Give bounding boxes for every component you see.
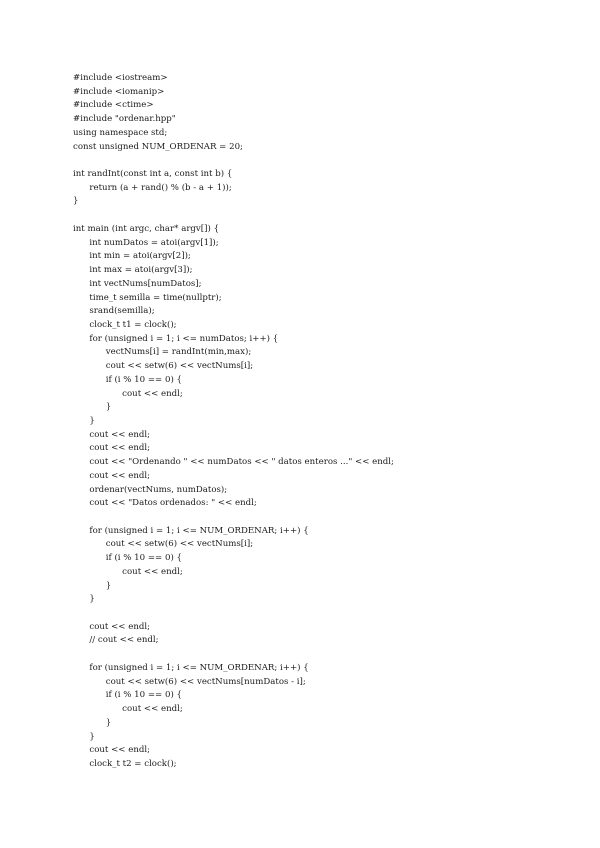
- code-line: cout << setw(6) << vectNums[i];: [73, 539, 254, 550]
- code-line: #include "ordenar.hpp": [73, 114, 176, 125]
- code-line: cout << endl;: [73, 443, 150, 454]
- code-line: return (a + rand() % (b - a + 1));: [73, 182, 232, 193]
- code-line: cout << endl;: [73, 388, 183, 399]
- code-line: #include <iomanip>: [73, 86, 165, 97]
- code-line: cout << endl;: [73, 470, 150, 481]
- code-line: clock_t t1 = clock();: [73, 319, 177, 330]
- code-line: const unsigned NUM_ORDENAR = 20;: [73, 141, 243, 152]
- code-line: using namespace std;: [73, 127, 168, 138]
- code-line: int randInt(const int a, const int b) {: [73, 169, 233, 180]
- code-line: ordenar(vectNums, numDatos);: [73, 484, 228, 495]
- code-line: for (unsigned i = 1; i <= NUM_ORDENAR; i++) {: [73, 662, 309, 673]
- code-listing: [73, 72, 394, 772]
- code-line: cout << endl;: [73, 745, 150, 756]
- code-line: }: [73, 402, 112, 413]
- code-line: [73, 648, 394, 662]
- code-line: vectNums[i] = randInt(min,max);: [73, 347, 252, 358]
- code-line: cout << setw(6) << vectNums[numDatos - i];: [73, 676, 306, 687]
- code-line: [73, 511, 394, 525]
- code-line: }: [73, 196, 79, 207]
- code-line: // cout << endl;: [73, 635, 159, 646]
- code-line: if (i % 10 == 0) {: [73, 553, 182, 564]
- code-line: time_t semilla = time(nullptr);: [73, 292, 222, 303]
- code-line: cout << setw(6) << vectNums[i];: [73, 361, 254, 372]
- code-line: }: [73, 594, 95, 605]
- code-line: if (i % 10 == 0) {: [73, 374, 182, 385]
- code-line: cout << endl;: [73, 621, 150, 632]
- code-line: #include <ctime>: [73, 100, 154, 111]
- code-line: if (i % 10 == 0) {: [73, 690, 182, 701]
- code-line: cout << "Datos ordenados: " << endl;: [73, 498, 257, 509]
- code-line: srand(semilla);: [73, 306, 155, 317]
- code-line: cout << endl;: [73, 566, 183, 577]
- code-line: cout << endl;: [73, 429, 150, 440]
- code-line: int vectNums[numDatos];: [73, 278, 202, 289]
- code-line: for (unsigned i = 1; i <= numDatos; i++) {: [73, 333, 279, 344]
- code-line: for (unsigned i = 1; i <= NUM_ORDENAR; i++) {: [73, 525, 309, 536]
- code-line: }: [73, 717, 112, 728]
- code-line: [73, 209, 394, 223]
- code-line: #include <iostream>: [73, 73, 168, 83]
- code-line: }: [73, 415, 95, 426]
- code-line: cout << "Ordenando " << numDatos << " datos enteros ..." << endl;: [73, 457, 394, 468]
- code-line: cout << endl;: [73, 704, 183, 715]
- code-line: clock_t t2 = clock();: [73, 758, 177, 769]
- code-line: int min = atoi(argv[2]);: [73, 251, 191, 262]
- code-line: [73, 607, 394, 621]
- code-line: int max = atoi(argv[3]);: [73, 265, 193, 276]
- code-line: int main (int argc, char* argv[]) {: [73, 223, 220, 234]
- code-line: }: [73, 731, 95, 742]
- code-line: int numDatos = atoi(argv[1]);: [73, 237, 219, 248]
- code-line: }: [73, 580, 112, 591]
- code-line: [73, 154, 394, 168]
